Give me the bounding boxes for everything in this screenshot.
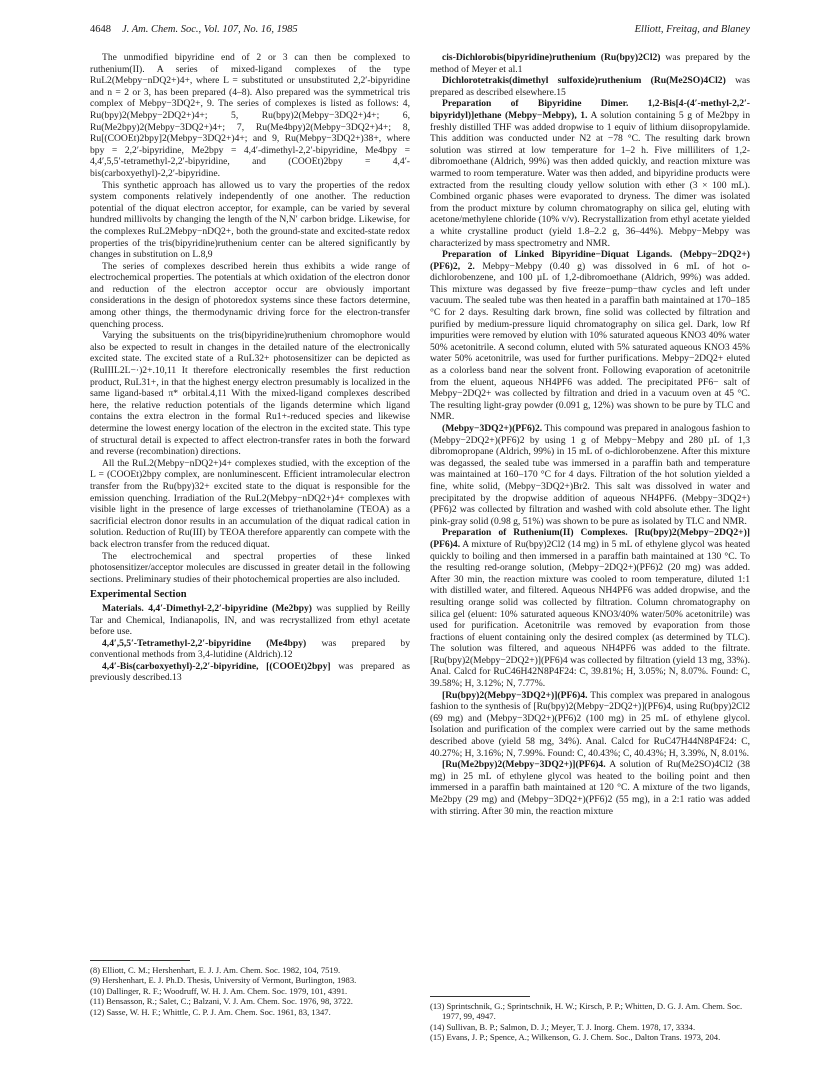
run-in-heading: [Ru(Me2bpy)2(Mebpy−3DQ2+)](PF6)4.	[442, 759, 606, 771]
paragraph-text: was prepared as described elsewhere.15	[430, 75, 750, 98]
left-column	[90, 52, 410, 942]
experimental-paragraph	[90, 638, 410, 661]
paragraph-text: was supplied by Reilly Tar and Chemical, Indianapolis, IN, and was recrystallized from ethyl acetate before use.	[90, 602, 410, 638]
footnote-rule	[90, 960, 190, 961]
paragraph-text: This complex was prepared in analogous fashion to the synthesis of [Ru(bpy)2(Mebpy−2DQ2+)](PF6)4, using Ru(bpy)2Cl2 (69 mg) and (Mebpy−3DQ2+)(PF6)2 (100 mg) in 25 mL of ethylene glycol. Isolation and purification of the complex were carried out by the same methods described above (yield 58 mg, 34%). Anal. Calcd for RuC47H44N8P4F24: C, 40.27%; H, 3.16%; N, 7.99%. Found: C, 40.43%; C, 40.43%; H, 3.39%, N, 8.01%.	[430, 689, 750, 759]
body-paragraph: All the RuL2(Mebpy−nDQ2+)4+ complexes studied, with the exception of the L = (COOEt)2bpy complex, are nonluminescent. Efficient intramolecular electron transfer from the Ru(bpy)32+ excited state to the diquat is responsible for the emission quenching. Irradiation of the RuL2(Mebpy−nDQ2+)4+ complexes with visible light in the presence of large excesses of triethanolamine (TEOA) as a sacrificial electron donor results in an accumulation of the diquat radical cation in solution. Reduction of Ru(III) by TEOA therefore apparently can compete with the back electron transfer from the reduced diquat.	[90, 457, 410, 550]
paragraph-text: Mebpy−Mebpy (0.40 g) was dissolved in 6 mL of hot o-dichlorobenzene, and 100 µL of 1,2-dibromoethane (Aldrich, 99%) was added. This mixture was degassed by five freeze−pump−thaw cycles and left under vacuum. The sealed tube was then heated in a paraffin bath maintained at 170–185 °C for 2 days. Resulting dark brown, fine solid was collected by filtration and purified by medium-pressure liquid chromatography on silica gel. Dark, low Rf impurities were removed by elution with 10% saturated aqueous KNO3 40% water 50% acetonitrile. A second column, eluted with 5% saturated aqueous KNO3 45% water 50% acetonitrile, was used for further purifications. Mebpy−2DQ2+ eluted as a colorless band near the solvent front. Following evaporation of acetonitrile from the eluent, aqueous NH4PF6 was added. The precipitated PF6− salt of Mebpy−2DQ2+ was collected by filtration and dried in a vacuum oven at 45 °C. The resulting light-gray powder (0.091 g, 12%) was shown to be pure by TLC and NMR.	[430, 260, 750, 423]
paragraph-text: was prepared by the method of Meyer et al.1	[430, 52, 750, 75]
run-in-heading: 4,4′,5,5′-Tetramethyl-2,2′-bipyridine (Me4bpy)	[102, 637, 307, 649]
run-in-heading: cis-Dichlorobis(bipyridine)ruthenium (Ru(bpy)2Cl2)	[442, 52, 661, 63]
run-in-heading: Dichlorotetrakis(dimethyl sulfoxide)ruthenium (Ru(Me2SO)4Cl2)	[442, 75, 726, 87]
run-in-heading: Preparation of Linked Bipyridine−Diquat Ligands. (Mebpy−2DQ2+)(PF6)2, 2.	[430, 249, 750, 272]
paragraph-text: was prepared as previously described.13	[90, 660, 410, 684]
reference-entry: (15) Evans, J. P.; Spence, A.; Wilkenson, G. J. Chem. Soc., Dalton Trans. 1973, 204.	[430, 1032, 721, 1043]
paragraph-text: A mixture of Ru(bpy)2Cl2 (14 mg) in 5 mL of ethylene glycol was heated quickly to boiling and then immersed in a paraffin bath maintained at 130 °C. To the resulting red-orange solution, (Mebpy−2DQ2+)(PF6)2 (20 mg) was added. After 30 min, the reaction mixture was cooled to room temperature, diluted 1:1 with distilled water, and filtered. Aqueous NH4PF6 was added dropwise, and the resulting orange solid was collected by filtration. Column chromatography on silica gel (eluent: 10% saturated aqueous KNO3/40% water/50% acetonitrile) was used for purification. Acetonitrile was removed by evaporation from those fractions of eluent containing only the desired complex (as determined by TLC). The solution was filtered, and aqueous NH4PF6 was added to the filtrate. [Ru(bpy)2(Mebpy−2DQ2+)](PF6)4 was collected by filtration (yield 13 mg, 33%). Anal. Calcd for RuC46H42N8P4F24: C, 39.81%; H, 3.05%; N, 8.07%. Found: C, 39.58%; H, 3.12%; N, 7.77%.	[430, 538, 750, 690]
reference-entry: (14) Sullivan, B. P.; Salmon, D. J.; Meyer, T. J. Inorg. Chem. 1978, 17, 3334.	[430, 1021, 696, 1032]
run-in-heading: (Mebpy−3DQ2+)(PF6)2.	[442, 423, 543, 434]
section-title: Experimental Section	[90, 589, 187, 601]
run-in-heading: Preparation of Bipyridine Dimer. 1,2-Bis[4-(4′-methyl-2,2′-bipyridyl)]ethane (Mebpy−Mebpy), 1.	[430, 98, 750, 121]
experimental-paragraph	[430, 527, 750, 689]
run-in-heading: Preparation of Ruthenium(II) Complexes. [Ru(bpy)2(Mebpy−2DQ2+)](PF6)4.	[430, 527, 750, 550]
experimental-paragraph	[430, 690, 750, 760]
reference-entry: (9) Hershenhart, E. J. Ph.D. Thesis, University of Vermont, Burlington, 1983.	[90, 975, 357, 986]
experimental-paragraph	[430, 52, 750, 75]
paragraph-text: was prepared by conventional methods from 3,4-lutidine (Aldrich).12	[90, 637, 411, 661]
run-in-heading: Materials. 4,4′-Dimethyl-2,2′-bipyridine (Me2bpy)	[102, 602, 312, 614]
experimental-paragraph	[430, 423, 750, 527]
experimental-paragraph	[430, 249, 750, 423]
reference-entry: (11) Bensasson, R.; Salet, C.; Balzani, V. J. Am. Chem. Soc. 1976, 98, 3722.	[90, 996, 353, 1007]
body-paragraph: The unmodified bipyridine end of 2 or 3 can then be complexed to ruthenium(II). A series of mixed-ligand complexes of the type RuL2(Mebpy−nDQ2+)4+, where L = substituted or unsubstituted 2,2′-bipyridine and n = 2 or 3, has been prepared (4–8). Also prepared was the symmetrical tris complex of Mebpy−3DQ2+, 9. The series of complexes is listed as follows: 4, Ru(bpy)2(Mebpy−2DQ2+)4+; 5, Ru(bpy)2(Mebpy−3DQ2+)4+; 6, Ru(Me2bpy)2(Mebpy−3DQ2+)4+; 7, Ru(Me4bpy)2(Mebpy−3DQ2+)4+; 8, Ru[(COOEt)2bpy]2(Mebpy−3DQ2+)4+; and 9, Ru(Mebpy−3DQ2+)38+, where bpy = 2,2′-bipyridine, Me2bpy = 4,4′-dimethyl-2,2′-bipyridine, Me4bpy = 4,4′,5,5′-tetramethyl-2,2′-bipyridine, and (COOEt)2bpy = 4,4′-bis(carboxyethyl)-2,2′-bipyridine.	[90, 52, 410, 179]
footnotes-left	[90, 960, 410, 1017]
journal-citation: J. Am. Chem. Soc., Vol. 107, No. 16, 1985	[122, 24, 298, 35]
experimental-paragraph	[430, 759, 750, 817]
page-number: 4648	[90, 24, 111, 35]
experimental-paragraph	[430, 75, 750, 98]
reference-entry: (10) Dallinger, R. F.; Woodruff, W. H. J. Am. Chem. Soc. 1979, 101, 4391.	[90, 985, 348, 996]
paragraph-text: This compound was prepared in analogous fashion to (Mebpy−2DQ2+)(PF6)2 by using 1 g of Mebpy−Mebpy and 280 µL of 1,3 dibromopropane (Aldrich, 99%) in 15 mL of o-dichlorobenzene. After this mixture was degassed, the sealed tube was immersed in a paraffin bath and temperature was maintained at 160–170 °C for 4 days. Filtration of the hot solution yielded a fine, white solid, (Mebpy−3DQ2+)Br2. This salt was dissolved in water and precipitated by the dropwise addition of aqueous NH4PF6. (Mebpy−3DQ2+)(PF6)2 was collected by filtration and washed with cold absolute ether. The light pink-gray solid (0.98 g, 51%) was shown to be pure as isolated by TLC and NMR.	[430, 423, 750, 527]
body-paragraph: This synthetic approach has allowed us to vary the properties of the redox system components relatively independently of one another. The reduction potential of the diquat electron acceptor, for example, can be varied by several hundred millivolts by changing the length of the N,N′ carbon bridge. Likewise, for the complexes RuL2Mebpy−nDQ2+, both the ground-state and excited-state redox properties of the tris(bipyridine)ruthenium center can be altered significantly by changes in substitution on L.8,9	[90, 179, 410, 261]
reference-entry: (8) Elliott, C. M.; Hershenhart, E. J. J. Am. Chem. Soc. 1982, 104, 7519.	[90, 965, 341, 975]
reference-entry: (12) Sasse, W. H. F.; Whittle, C. P. J. Am. Chem. Soc. 1961, 83, 1347.	[90, 1006, 331, 1017]
right-column	[430, 52, 750, 922]
paragraph-text: A solution containing 5 g of Me2bpy in freshly distilled THF was added dropwise to 1 equiv of lithium diisopropylamide. This addition was conducted under N2 at −78 °C. The resulting dark brown solution was stirred at low temperature for 1–2 h. Five milliliters of 1,2-dibromoethane (Aldrich, 99%) was then added quickly, and reaction mixture was warmed to room temperature. Water was then added, and bipyridine products were extracted from the resulting cloudy yellow solution with ether (3 × 100 mL). Combined organic phases were evaporated to dryness. The dimer was isolated from the product mixture by column chromatography on silica gel, eluting with acetone/methylene chloride (10% v/v). Recrystallization from ethyl acetate yielded a white crystalline product (yield 1.8–2.2 g, 36–44%). Mebpy−Mebpy was characterized by mass spectrometry and NMR.	[430, 109, 751, 249]
running-authors: Elliott, Freitag, and Blaney	[634, 24, 750, 35]
footnote-rule	[430, 996, 530, 997]
paragraph-text: A solution of Ru(Me2SO)4Cl2 (38 mg) in 25 mL of ethylene glycol was heated to the boiling point and then immersed in a paraffin bath maintained at 120 °C. A mixture of the two ligands, Me2bpy (29 mg) and (Mebpy−3DQ2+)(PF6)2 (55 mg), in a 2:1 ratio was added with stirring. After 30 min, the reaction mixture	[430, 759, 750, 817]
body-paragraph: The series of complexes described herein thus exhibits a wide range of electrochemical properties. The potentials at which oxidation of the electron donor and reduction of the electron acceptor occur are obviously important considerations in the design of photoredox systems since these factors determine, among other things, the thermodynamic driving force for the electron-transfer quenching process.	[90, 260, 410, 330]
footnotes-right	[430, 996, 750, 1043]
run-in-heading: 4,4′-Bis(carboxyethyl)-2,2′-bipyridine, [(COOEt)2bpy]	[102, 660, 331, 672]
page-header	[90, 24, 750, 40]
body-paragraph: The electrochemical and spectral properties of these linked photosensitizer/acceptor molecules are discussed in greater detail in the following sections. Preliminary studies of their photochemical properties are also included.	[90, 550, 410, 585]
experimental-paragraph	[430, 98, 750, 249]
run-in-heading: [Ru(bpy)2(Mebpy−3DQ2+)](PF6)4.	[442, 689, 588, 701]
experimental-paragraph	[90, 661, 410, 684]
body-paragraph: Varying the subsituents on the tris(bipyridine)ruthenium chromophore would also be expected to result in changes in the detailed nature of the electronically excited state. The excited state of a RuL32+ photosensitizer can be depicted as (RuIIIL2L−·)2+.10,11 It therefore electronically resembles the first reduction product, RuL31+, in that the highest energy electron presumably is localized in the same ligand-based π* orbital.4,11 With the mixed-ligand complexes described here, the relative reduction potentials of the ligands determine which ligand contains the extra electron in the formal Ru1+-reduced species and likewise determine the lowest energy location of the electron in the excited state. This type of structural detail is expected to affect electron-transfer rates in both the forward and reverse (recombination) directions.	[90, 330, 410, 458]
experimental-paragraph	[90, 603, 410, 638]
reference-entry: (13) Sprintschnik, G.; Sprintschnik, H. W.; Kirsch, P. P.; Whitten, D. G. J. Am. Chem. Soc. 1977, 99, 4947.	[430, 1001, 743, 1022]
